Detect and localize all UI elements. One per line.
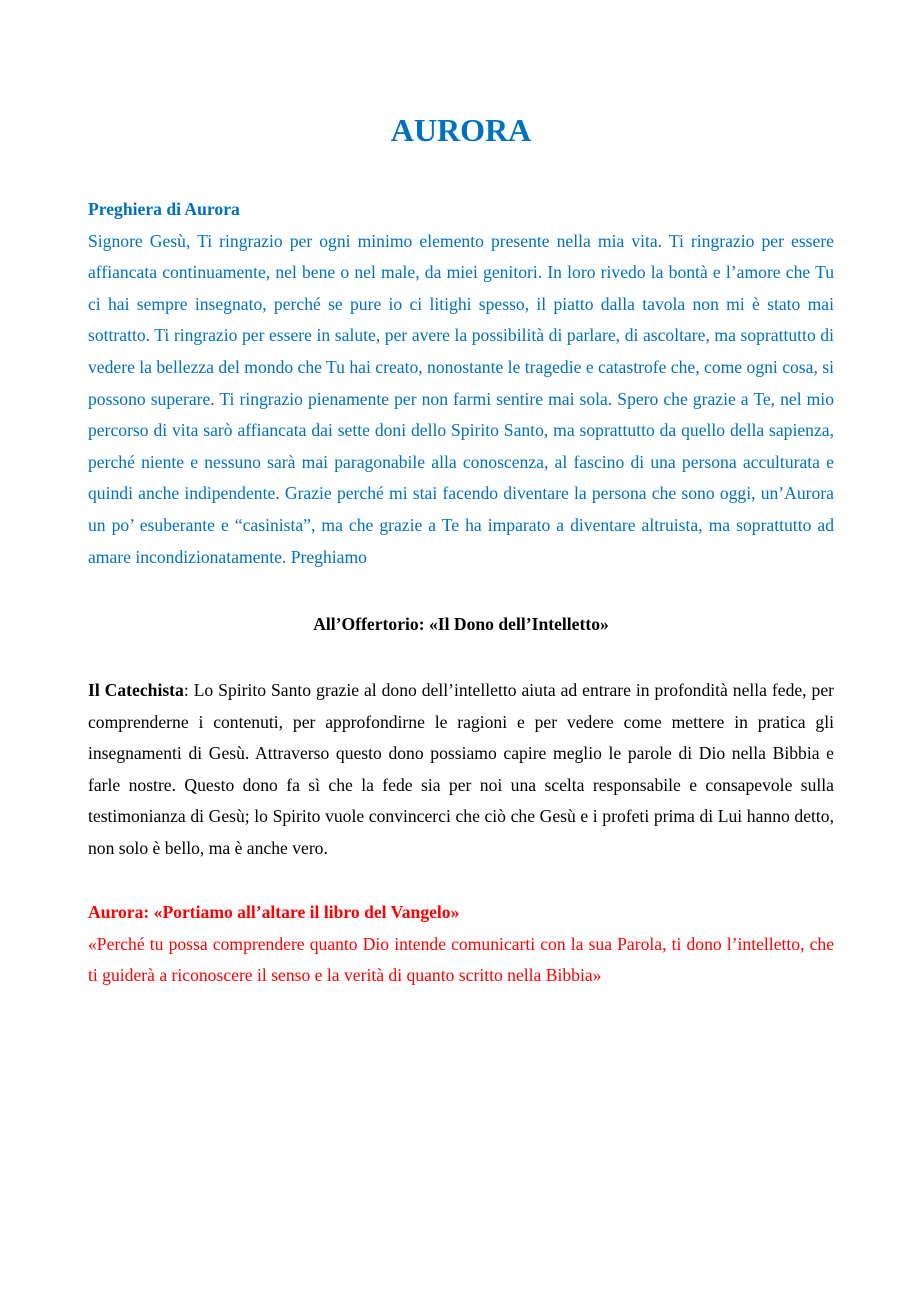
catechist-text: Lo Spirito Santo grazie al dono dell’intelletto aiuta ad entrare in profondità nella fede, per comprenderne i contenuti, per approfondirne le ragioni e per vedere come mettere in pratica gli insegnamenti di Gesù. Attraverso questo dono possiamo capire meglio le parole di Dio nella Bibbia e farle nostre. Questo dono fa sì che la fede sia per noi una scelta responsabile e consapevole sulla testimonianza di Gesù; lo Spirito vuole convincerci che ciò che Gesù e i profeti prima di Lui hanno detto, non solo è bello, ma è anche vero. bbox=[88, 680, 834, 858]
prayer-text: Signore Gesù, Ti ringrazio per ogni minimo elemento presente nella mia vita. Ti ringrazio per essere affiancata continuamente, nel bene o nel male, da miei genitori. In loro rivedo la bontà e l’amore che Tu ci hai sempre insegnato, perché se pure io ci litighi spesso, il piatto dalla tavola non mi è stato mai sottratto. Ti ringrazio per essere in salute, per avere la possibilità di parlare, di ascoltare, ma soprattutto di vedere la bellezza del mondo che Tu hai creato, nonostante le tragedie e catastrofe che, come ogni cosa, si possono superare. Ti ringrazio pienamente per non farmi sentire mai sola. Spero che grazie a Te, nel mio percorso di vita sarò affiancata dai sette doni dello Spirito Santo, ma soprattutto da quello della sapienza, perché niente e nessuno sarà mai paragonabile alla conoscenza, al fascino di una persona acculturata e quindi anche indipendente. Grazie perché mi stai facendo diventare la persona che sono oggi, un’Aurora un po’ esuberante e “casinista”, ma che grazie a Te ha imparato a diventare altruista, ma soprattutto ad amare incondizionatamente. Preghiamo bbox=[88, 230, 834, 567]
catechist-section bbox=[88, 675, 834, 865]
offertory-heading: All’Offertorio: «Il Dono dell’Intelletto» bbox=[313, 614, 609, 634]
catechist-speaker: Il Catechista bbox=[88, 680, 184, 700]
aurora-offering-text: «Perché tu possa comprendere quanto Dio intende comunicarti con la sua Parola, ti dono l’intelletto, che ti guiderà a riconoscere il senso e la verità di quanto scritto nella Bibbia» bbox=[88, 933, 834, 986]
prayer-heading: Preghiera di Aurora bbox=[88, 199, 240, 219]
aurora-offering-section bbox=[88, 897, 834, 992]
catechist-separator: : bbox=[183, 680, 194, 700]
prayer-section bbox=[88, 194, 834, 573]
aurora-offering-heading: Aurora: «Portiamo all’altare il libro del Vangelo» bbox=[88, 902, 460, 922]
page-title: AURORA bbox=[390, 112, 532, 148]
